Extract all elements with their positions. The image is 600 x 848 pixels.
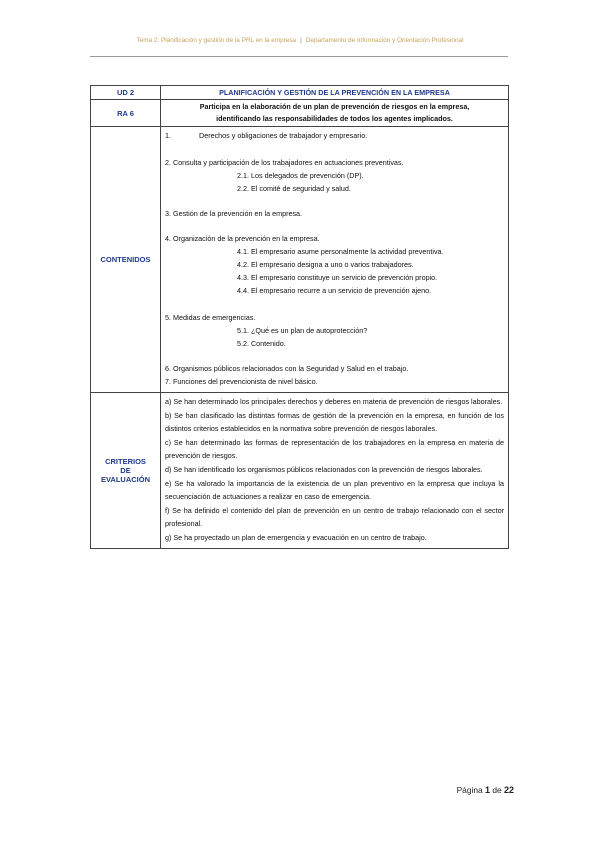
page-header [0, 37, 600, 44]
list-subitem: 2.1. Los delegados de prevención (DP). [237, 171, 364, 180]
criterios-row [91, 393, 509, 549]
criterio-item: d) Se han identificado los organismos públicos relacionados con la prevención de riesgos laborales. [165, 464, 483, 474]
page-word: Página [456, 785, 483, 795]
list-item-number: 1. [165, 131, 171, 140]
header-department: Departamento de Información y Orientación Profesional [305, 37, 464, 44]
criterio-item: a) Se han determinado los principales derechos y deberes en materia de prevención de riesgos laborales. [165, 397, 503, 406]
list-item [165, 129, 504, 142]
list-item: 2. Consulta y participación de los trabajadores en actuaciones preventivas. [165, 158, 404, 167]
list-item: 6. Organismos públicos relacionados con la Seguridad y Salud en el trabajo. [165, 364, 409, 373]
contenidos-list [161, 127, 509, 393]
unit-table [90, 85, 509, 549]
ra-label: RA 6 [91, 100, 161, 127]
list-item: 5. Medidas de emergencias. [165, 313, 256, 322]
ud-label: UD 2 [91, 86, 161, 100]
list-item: 3. Gestión de la prevención en la empresa. [165, 209, 303, 218]
page-total: 22 [503, 785, 514, 795]
ud-row [91, 86, 509, 100]
ud-title: PLANIFICACIÓN Y GESTIÓN DE LA PREVENCIÓN EN LA EMPRESA [161, 86, 509, 100]
list-item-text: Derechos y obligaciones de trabajador y empresario. [199, 131, 368, 140]
header-divider [90, 56, 508, 57]
contenidos-label: CONTENIDOS [91, 127, 161, 393]
criterio-item: b) Se han clasificado las distintas formas de gestión de la prevención en la empresa, en función de los distintos criterios establecidos en la normativa sobre prevención de riesgos laborales. [165, 410, 504, 434]
criterios-label-line: DE [120, 465, 131, 475]
list-subitem: 4.4. El empresario recurre a un servicio de prevención ajeno. [237, 286, 432, 295]
criterio-item: c) Se han determinado las formas de representación de los trabajadores en la empresa en materia de prevención de riesgos. [165, 437, 504, 461]
of-word: de [492, 785, 502, 795]
criterios-label [91, 393, 161, 549]
ra-text [161, 100, 509, 127]
criterio-item: f) Se ha definido el contenido del plan de prevención en un centro de trabajo relacionado con el sector profesional. [165, 505, 504, 529]
contenidos-row [91, 127, 509, 393]
criterios-label-line: CRITERIOS [105, 456, 146, 466]
list-item: 4. Organización de la prevención en la empresa. [165, 234, 320, 243]
criterios-label-line: EVALUACIÓN [100, 474, 151, 484]
page-current: 1 [484, 785, 490, 795]
page-footer [420, 785, 514, 795]
criterio-item: g) Se ha proyectado un plan de emergencia y evacuación en un centro de trabajo. [165, 532, 427, 542]
list-subitem: 5.2. Contenido. [237, 339, 286, 348]
list-item: 7. Funciones del prevencionista de nivel básico. [165, 377, 318, 386]
criterio-item: e) Se ha valorado la importancia de la existencia de un plan preventivo en la empresa que incluya la secuenciación de actuaciones a realizar en caso de emergencia. [165, 478, 504, 502]
list-subitem: 4.2. El empresario designa a uno o varios trabajadores. [237, 260, 414, 269]
ra-text-line: identificando las responsabilidades de todos los agentes implicados. [216, 114, 453, 123]
header-topic: Tema 2: Planificación y gestión de la PRL en la empresa [136, 37, 297, 44]
criterios-list [161, 393, 509, 549]
ra-row [91, 100, 509, 127]
list-subitem: 4.1. El empresario asume personalmente la actividad preventiva. [237, 247, 444, 256]
list-subitem: 4.3. El empresario constituye un servicio de prevención propio. [237, 273, 438, 282]
list-subitem: 5.1. ¿Qué es un plan de autoprotección? [237, 326, 368, 335]
ra-text-line: Participa en la elaboración de un plan de prevención de riesgos en la empresa, [199, 102, 470, 111]
list-subitem: 2.2. El comité de seguridad y salud. [237, 184, 351, 193]
header-separator: | [300, 37, 302, 44]
